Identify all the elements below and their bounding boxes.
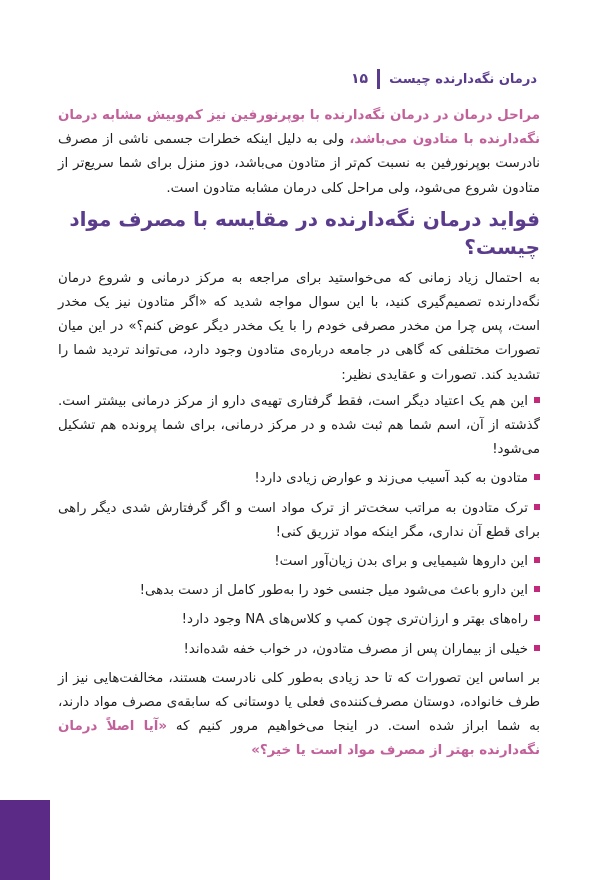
page-header — [351, 66, 537, 92]
header-divider — [377, 69, 380, 89]
square-bullet-icon — [534, 557, 540, 563]
closing-paragraph — [58, 667, 540, 764]
list-item: این هم یک اعتیاد دیگر است، فقط گرفتاری تهیه‌ی دارو از مرکز درمانی بیشتر است. گذشته از آن، اسم شما هم ثبت شده و در مرکز درمانی، برای شما پرونده هم تشکیل می‌شود! — [58, 393, 540, 458]
intro-highlight: مراحل درمان در درمان نگه‌دارنده با بوپرنورفین نیز کم‌وبیش مشابه درمان نگه‌دارنده با متادون می‌باشد، — [58, 108, 540, 148]
square-bullet-icon — [534, 397, 540, 403]
square-bullet-icon — [534, 474, 540, 480]
closing-highlight: «آیا اصلاً درمان نگه‌دارنده بهتر از مصرف مواد است یا خیر؟» — [58, 719, 540, 759]
square-bullet-icon — [534, 586, 540, 592]
square-bullet-icon — [534, 645, 540, 651]
square-bullet-icon — [534, 504, 540, 510]
closing-text: بر اساس این تصورات که تا حد زیادی به‌طور کلی نادرست هستند، مخالفت‌هایی نیز از طرف خانواده، دوستان مصرف‌کننده‌ی فعلی یا دوستانی که سابقه‌ی مصرف مواد دارند، به شما ابراز شده است. در اینجا می‌خواهیم مرور کنیم که — [58, 670, 540, 735]
beliefs-list — [58, 390, 540, 662]
list-item: این دارو باعث می‌شود میل جنسی خود را به‌طور کامل از دست بدهی! — [58, 579, 540, 603]
list-item: این داروها شیمیایی و برای بدن زیان‌آور است! — [58, 550, 540, 574]
intro-paragraph — [58, 104, 540, 201]
list-item: متادون به کبد آسیب می‌زند و عوارض زیادی دارد! — [58, 467, 540, 491]
list-item: راه‌های بهتر و ارزان‌تری چون کمپ و کلاس‌های NA وجود دارد! — [58, 608, 540, 632]
square-bullet-icon — [534, 615, 540, 621]
body-paragraph: به احتمال زیاد زمانی که می‌خواستید برای مراجعه به مرکز درمانی و شروع درمان نگه‌دارنده تصمیم‌گیری کنید، با این سوال مواجه شدید که «اگر متادون نیز یک مخدر است، پس چرا من مخدر مصرفی خودم را با یک مخدر دیگر عوض کنم؟» در این میان تصورات مختلفی که گاهی در جامعه درباره‌ی متادون وجود دارد، می‌تواند تردید شما را تشدید کند. تصورات و عقایدی نظیر: — [58, 270, 540, 383]
list-item: خیلی از بیماران پس از مصرف متادون، در خواب خفه شده‌اند! — [58, 638, 540, 662]
chapter-title: درمان نگه‌دارنده چیست — [389, 71, 537, 87]
page-content — [58, 104, 540, 764]
page-number: ۱۵ — [351, 71, 369, 87]
intro-text: ولی به دلیل اینکه خطرات جسمی ناشی از مصرف نادرست بوپرنورفین به نسبت کم‌تر از متادون می‌باشد، دوز منزل برای شما سریع‌تر از متادون شروع می‌شود، ولی مراحل کلی درمان مشابه متادون است. — [58, 132, 540, 196]
decorative-edge-tab — [0, 800, 50, 880]
section-heading: فواید درمان نگه‌دارنده در مقایسه با مصرف مواد چیست؟ — [69, 206, 540, 259]
list-item: ترک متادون به مراتب سخت‌تر از ترک مواد است و اگر گرفتارش شدی دیگر راهی برای قطع آن نداری، مگر اینکه مواد تزریق کنی! — [58, 500, 540, 540]
